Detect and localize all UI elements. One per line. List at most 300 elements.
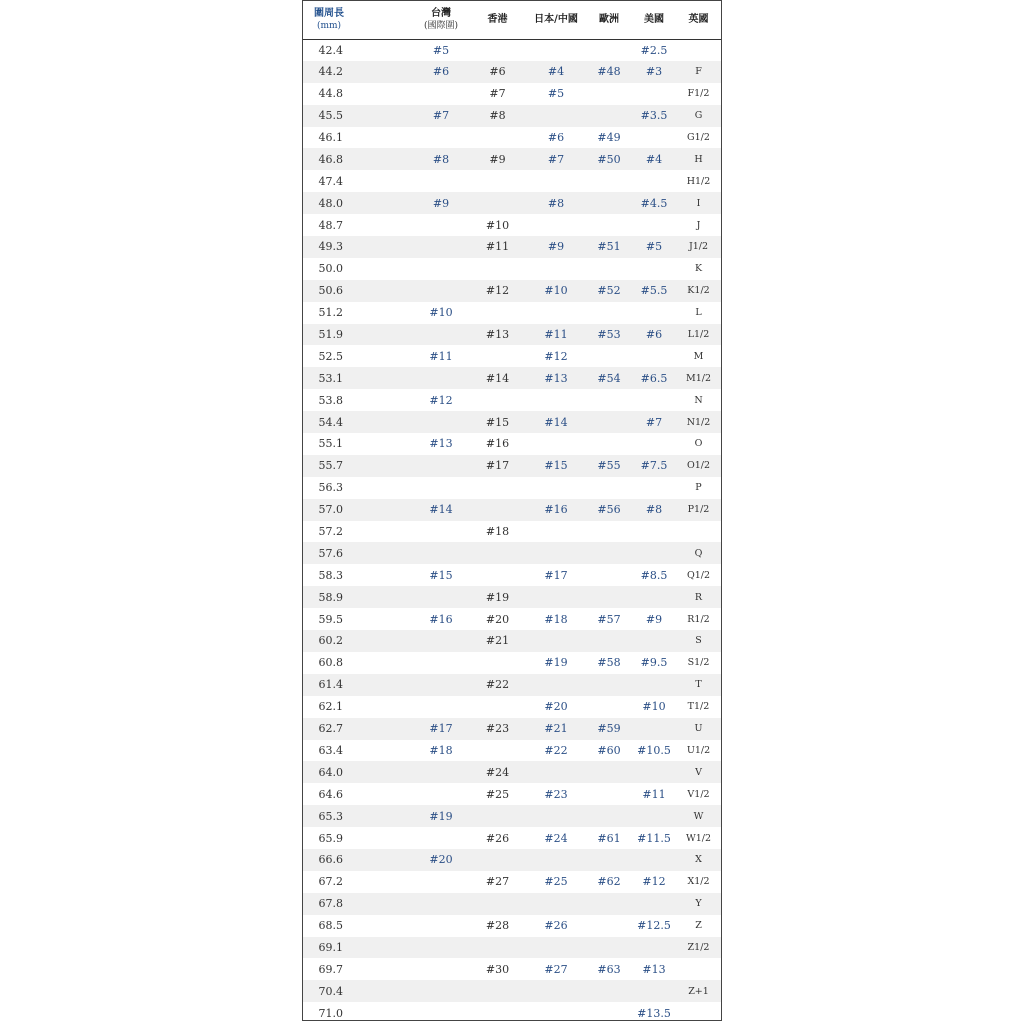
cell-japan-china: [526, 849, 586, 871]
cell-usa: #11: [642, 787, 666, 801]
cell-hongkong: [469, 893, 526, 915]
cell-japan-china: #27: [544, 962, 568, 976]
cell-uk: X: [695, 854, 702, 866]
cell-taiwan: [413, 652, 469, 674]
cell-circumference: 69.7: [318, 962, 343, 976]
cell-spacer: [355, 980, 413, 1002]
cell-hongkong: #6: [489, 65, 506, 79]
cell-taiwan: #8: [432, 152, 450, 166]
cell-uk: F: [695, 66, 702, 78]
cell-usa: [632, 980, 676, 1002]
cell-japan-china: #13: [544, 371, 568, 385]
table-row: [303, 258, 721, 280]
header-japan-china: [526, 1, 586, 39]
cell-usa: #5.5: [640, 284, 668, 298]
cell-circumference: 64.0: [318, 765, 343, 779]
cell-spacer: [355, 652, 413, 674]
table-row: [303, 127, 721, 149]
cell-taiwan: [413, 367, 469, 389]
cell-circumference: 71.0: [318, 1006, 343, 1020]
cell-circumference: 61.4: [318, 678, 343, 692]
cell-usa: [632, 345, 676, 367]
cell-spacer: [355, 608, 413, 630]
cell-usa: #9.5: [640, 656, 668, 670]
cell-hongkong: [469, 170, 526, 192]
cell-taiwan: [413, 630, 469, 652]
cell-spacer: [355, 674, 413, 696]
cell-europe: [586, 302, 632, 324]
cell-taiwan: #13: [429, 437, 453, 451]
cell-japan-china: [526, 893, 586, 915]
cell-hongkong: [469, 740, 526, 762]
table-row: [303, 761, 721, 783]
cell-usa: #9: [645, 612, 663, 626]
cell-uk: S1/2: [687, 657, 710, 669]
cell-circumference: 51.9: [318, 328, 343, 342]
cell-uk: L1/2: [687, 329, 710, 341]
cell-japan-china: #17: [544, 568, 568, 582]
cell-circumference: 70.4: [318, 984, 343, 998]
cell-japan-china: #26: [544, 919, 568, 933]
cell-usa: #4: [645, 152, 663, 166]
cell-usa: [632, 302, 676, 324]
cell-spacer: [355, 389, 413, 411]
cell-taiwan: [413, 542, 469, 564]
cell-uk: R1/2: [687, 613, 710, 625]
header-label: 台灣: [431, 7, 451, 19]
cell-usa: [632, 521, 676, 543]
cell-europe: [586, 214, 632, 236]
cell-usa: #13: [642, 962, 666, 976]
cell-uk: N: [694, 394, 703, 406]
cell-hongkong: #10: [485, 218, 510, 232]
cell-japan-china: #18: [544, 612, 568, 626]
cell-circumference: 63.4: [318, 743, 343, 757]
cell-europe: [586, 849, 632, 871]
ring-size-table: [303, 1, 721, 1024]
table-body: [303, 39, 721, 1024]
cell-spacer: [355, 105, 413, 127]
cell-japan-china: [526, 258, 586, 280]
cell-uk: O1/2: [686, 460, 711, 472]
cell-hongkong: #21: [485, 634, 510, 648]
cell-usa: [632, 805, 676, 827]
cell-taiwan: [413, 893, 469, 915]
cell-usa: #4.5: [640, 196, 668, 210]
cell-hongkong: #9: [489, 152, 506, 166]
cell-uk: I: [696, 197, 701, 209]
cell-circumference: 59.5: [318, 612, 343, 626]
cell-japan-china: [526, 630, 586, 652]
cell-hongkong: [469, 345, 526, 367]
table-row: [303, 170, 721, 192]
table-row: [303, 586, 721, 608]
cell-uk: F1/2: [687, 88, 710, 100]
table-row: [303, 499, 721, 521]
cell-hongkong: #11: [485, 240, 510, 254]
cell-uk: [676, 1002, 721, 1024]
cell-uk: [676, 521, 721, 543]
cell-japan-china: #10: [544, 284, 568, 298]
cell-spacer: [355, 324, 413, 346]
cell-uk: K1/2: [687, 285, 710, 297]
cell-usa: [632, 893, 676, 915]
cell-spacer: [355, 586, 413, 608]
cell-europe: [586, 674, 632, 696]
cell-taiwan: #15: [429, 568, 453, 582]
cell-hongkong: [469, 542, 526, 564]
cell-spacer: [355, 170, 413, 192]
cell-japan-china: #21: [544, 722, 568, 736]
cell-spacer: [355, 192, 413, 214]
cell-spacer: [355, 127, 413, 149]
table-row: [303, 718, 721, 740]
cell-circumference: 64.6: [318, 787, 343, 801]
cell-uk: P: [695, 482, 702, 494]
cell-japan-china: #6: [547, 131, 565, 144]
cell-spacer: [355, 740, 413, 762]
cell-europe: #55: [597, 459, 621, 473]
table-row: [303, 345, 721, 367]
cell-circumference: 57.2: [318, 525, 343, 539]
cell-usa: #7: [645, 415, 663, 429]
cell-usa: #12.5: [637, 919, 671, 933]
cell-spacer: [355, 761, 413, 783]
cell-hongkong: [469, 258, 526, 280]
cell-europe: #51: [597, 240, 621, 254]
cell-hongkong: #19: [485, 590, 510, 604]
cell-usa: [632, 477, 676, 499]
cell-japan-china: #16: [544, 503, 568, 517]
cell-spacer: [355, 1002, 413, 1024]
table-row: [303, 542, 721, 564]
table-row: [303, 805, 721, 827]
cell-uk: G1/2: [687, 132, 710, 143]
table-row: [303, 827, 721, 849]
cell-circumference: 53.8: [318, 393, 343, 407]
cell-hongkong: #23: [485, 722, 510, 736]
cell-taiwan: #7: [432, 109, 450, 123]
cell-japan-china: [526, 521, 586, 543]
cell-taiwan: #11: [429, 349, 453, 363]
cell-circumference: 67.2: [318, 875, 343, 889]
cell-japan-china: #8: [547, 196, 565, 210]
cell-usa: #2.5: [640, 43, 668, 57]
cell-hongkong: [469, 499, 526, 521]
cell-uk: V: [695, 766, 702, 778]
cell-usa: #8.5: [640, 568, 668, 582]
cell-spacer: [355, 783, 413, 805]
cell-europe: #48: [597, 65, 621, 79]
cell-circumference: 52.5: [318, 349, 343, 363]
cell-hongkong: [469, 127, 526, 149]
cell-taiwan: [413, 915, 469, 937]
table-row: [303, 324, 721, 346]
cell-europe: [586, 192, 632, 214]
cell-japan-china: #15: [544, 459, 568, 473]
cell-europe: [586, 345, 632, 367]
cell-circumference: 50.6: [318, 284, 343, 298]
header-hongkong: [469, 1, 526, 39]
cell-circumference: 67.8: [318, 897, 343, 911]
cell-taiwan: #6: [432, 65, 450, 79]
cell-japan-china: #14: [544, 415, 568, 429]
table-row: [303, 893, 721, 915]
cell-usa: [632, 170, 676, 192]
header-europe: [586, 1, 632, 39]
cell-uk: H1/2: [686, 175, 711, 187]
cell-usa: #10.5: [637, 743, 671, 757]
table-row: [303, 980, 721, 1002]
cell-japan-china: #4: [547, 65, 565, 79]
table-row: [303, 521, 721, 543]
cell-taiwan: [413, 280, 469, 302]
cell-japan-china: #11: [544, 328, 568, 342]
cell-japan-china: [526, 170, 586, 192]
cell-spacer: [355, 433, 413, 455]
cell-circumference: 54.4: [318, 415, 343, 429]
cell-europe: [586, 980, 632, 1002]
cell-circumference: 62.7: [318, 722, 343, 736]
cell-taiwan: [413, 871, 469, 893]
header-usa: [632, 1, 676, 39]
cell-hongkong: #16: [485, 437, 510, 451]
table-row: [303, 871, 721, 893]
cell-usa: #13.5: [637, 1006, 671, 1020]
table-row: [303, 652, 721, 674]
table-row: [303, 148, 721, 170]
cell-hongkong: [469, 980, 526, 1002]
table-row: [303, 477, 721, 499]
header-sublabel: (mm): [316, 20, 342, 31]
cell-hongkong: #30: [485, 962, 510, 976]
cell-hongkong: [469, 849, 526, 871]
header-label: 香港: [487, 13, 508, 25]
cell-taiwan: #10: [429, 306, 453, 320]
cell-circumference: 45.5: [318, 109, 343, 123]
cell-japan-china: [526, 674, 586, 696]
cell-europe: [586, 170, 632, 192]
cell-europe: #53: [597, 328, 621, 342]
cell-europe: [586, 433, 632, 455]
table-row: [303, 236, 721, 258]
cell-spacer: [355, 521, 413, 543]
cell-uk: Z: [695, 920, 702, 932]
cell-spacer: [355, 937, 413, 959]
cell-usa: [632, 127, 676, 149]
table-row: [303, 433, 721, 455]
cell-uk: [676, 958, 721, 980]
cell-uk: Z+1: [688, 985, 709, 997]
cell-uk: M1/2: [685, 372, 712, 384]
cell-uk: T1/2: [687, 701, 710, 713]
cell-hongkong: [469, 564, 526, 586]
cell-uk: R: [694, 591, 703, 603]
cell-uk: Q1/2: [686, 569, 711, 581]
table-row: [303, 280, 721, 302]
cell-taiwan: [413, 761, 469, 783]
cell-taiwan: [413, 324, 469, 346]
cell-usa: #5: [645, 240, 663, 254]
cell-spacer: [355, 499, 413, 521]
table-row: [303, 630, 721, 652]
cell-spacer: [355, 411, 413, 433]
table-row: [303, 915, 721, 937]
cell-taiwan: [413, 170, 469, 192]
table-row: [303, 61, 721, 83]
cell-europe: [586, 893, 632, 915]
cell-circumference: 60.8: [318, 656, 343, 670]
cell-japan-china: [526, 433, 586, 455]
cell-spacer: [355, 696, 413, 718]
cell-circumference: 68.5: [318, 919, 343, 933]
header-row: [303, 1, 721, 39]
cell-hongkong: [469, 192, 526, 214]
header-taiwan: [413, 1, 469, 39]
cell-usa: [632, 83, 676, 105]
header-label: 美國: [644, 13, 664, 25]
cell-uk: M: [693, 350, 704, 362]
header-label: 英國: [688, 13, 709, 25]
header-label: 圍周長: [314, 7, 344, 19]
cell-circumference: 55.7: [318, 459, 343, 473]
ring-size-table-frame: [302, 0, 722, 1021]
cell-circumference: 47.4: [318, 174, 343, 188]
cell-taiwan: [413, 214, 469, 236]
cell-uk: Y: [695, 898, 702, 910]
cell-uk: P1/2: [687, 504, 710, 516]
cell-hongkong: #14: [485, 371, 510, 385]
cell-uk: W1/2: [685, 832, 712, 844]
cell-taiwan: [413, 1002, 469, 1024]
cell-hongkong: #17: [485, 459, 510, 473]
cell-europe: [586, 915, 632, 937]
table-row: [303, 740, 721, 762]
cell-circumference: 66.6: [318, 853, 343, 867]
cell-taiwan: #12: [429, 393, 453, 407]
cell-japan-china: [526, 477, 586, 499]
cell-uk: J1/2: [688, 241, 709, 253]
table-row: [303, 105, 721, 127]
cell-spacer: [355, 280, 413, 302]
cell-spacer: [355, 849, 413, 871]
cell-circumference: 48.7: [318, 218, 343, 232]
cell-hongkong: [469, 39, 526, 61]
table-row: [303, 83, 721, 105]
cell-europe: [586, 1002, 632, 1024]
cell-europe: [586, 761, 632, 783]
cell-japan-china: [526, 761, 586, 783]
cell-circumference: 69.1: [318, 940, 343, 954]
table-row: [303, 214, 721, 236]
cell-japan-china: [526, 542, 586, 564]
cell-circumference: 51.2: [318, 306, 343, 320]
cell-circumference: 57.6: [318, 546, 343, 560]
cell-europe: [586, 937, 632, 959]
cell-japan-china: #12: [544, 349, 568, 363]
cell-circumference: 60.2: [318, 634, 343, 648]
cell-hongkong: [469, 477, 526, 499]
table-row: [303, 564, 721, 586]
table-row: [303, 958, 721, 980]
cell-japan-china: [526, 214, 586, 236]
cell-europe: #60: [597, 743, 621, 757]
cell-japan-china: [526, 937, 586, 959]
cell-usa: #3: [645, 65, 663, 79]
cell-spacer: [355, 827, 413, 849]
cell-circumference: 49.3: [318, 240, 343, 254]
cell-japan-china: #9: [547, 240, 565, 254]
cell-japan-china: [526, 389, 586, 411]
cell-uk: J: [696, 219, 701, 231]
table-row: [303, 192, 721, 214]
cell-europe: #56: [597, 503, 621, 517]
cell-hongkong: #28: [485, 919, 510, 933]
table-row: [303, 937, 721, 959]
cell-spacer: [355, 61, 413, 83]
cell-spacer: [355, 83, 413, 105]
table-row: [303, 389, 721, 411]
cell-hongkong: [469, 696, 526, 718]
cell-taiwan: #14: [429, 503, 453, 517]
cell-uk: H: [694, 153, 703, 165]
cell-usa: #7.5: [640, 459, 668, 473]
cell-taiwan: [413, 127, 469, 149]
cell-usa: [632, 718, 676, 740]
cell-hongkong: [469, 1002, 526, 1024]
cell-usa: [632, 214, 676, 236]
cell-europe: [586, 389, 632, 411]
table-row: [303, 1002, 721, 1024]
cell-hongkong: [469, 937, 526, 959]
cell-uk: X1/2: [687, 876, 710, 888]
table-row: [303, 849, 721, 871]
cell-uk: L: [695, 307, 702, 319]
cell-japan-china: #23: [544, 787, 568, 801]
cell-europe: #63: [597, 962, 621, 976]
cell-uk: U: [694, 723, 703, 735]
cell-japan-china: #22: [544, 743, 568, 757]
cell-uk: G: [694, 110, 703, 122]
cell-europe: #58: [597, 656, 621, 670]
cell-hongkong: #12: [485, 284, 510, 298]
cell-spacer: [355, 805, 413, 827]
cell-europe: [586, 105, 632, 127]
cell-europe: #61: [597, 831, 621, 845]
table-row: [303, 674, 721, 696]
cell-circumference: 44.8: [318, 87, 343, 101]
cell-usa: [632, 674, 676, 696]
cell-uk: O: [694, 438, 703, 450]
cell-taiwan: [413, 236, 469, 258]
cell-uk: K: [694, 263, 703, 275]
cell-spacer: [355, 39, 413, 61]
cell-taiwan: [413, 827, 469, 849]
cell-japan-china: #5: [547, 87, 565, 101]
cell-uk: S: [695, 635, 702, 647]
cell-taiwan: #5: [432, 43, 450, 57]
cell-usa: [632, 937, 676, 959]
cell-japan-china: #25: [544, 875, 568, 889]
cell-japan-china: [526, 980, 586, 1002]
cell-japan-china: #19: [544, 656, 568, 670]
cell-spacer: [355, 718, 413, 740]
cell-taiwan: #17: [429, 722, 453, 736]
cell-europe: [586, 783, 632, 805]
cell-spacer: [355, 542, 413, 564]
cell-europe: [586, 630, 632, 652]
cell-europe: #52: [597, 284, 621, 298]
